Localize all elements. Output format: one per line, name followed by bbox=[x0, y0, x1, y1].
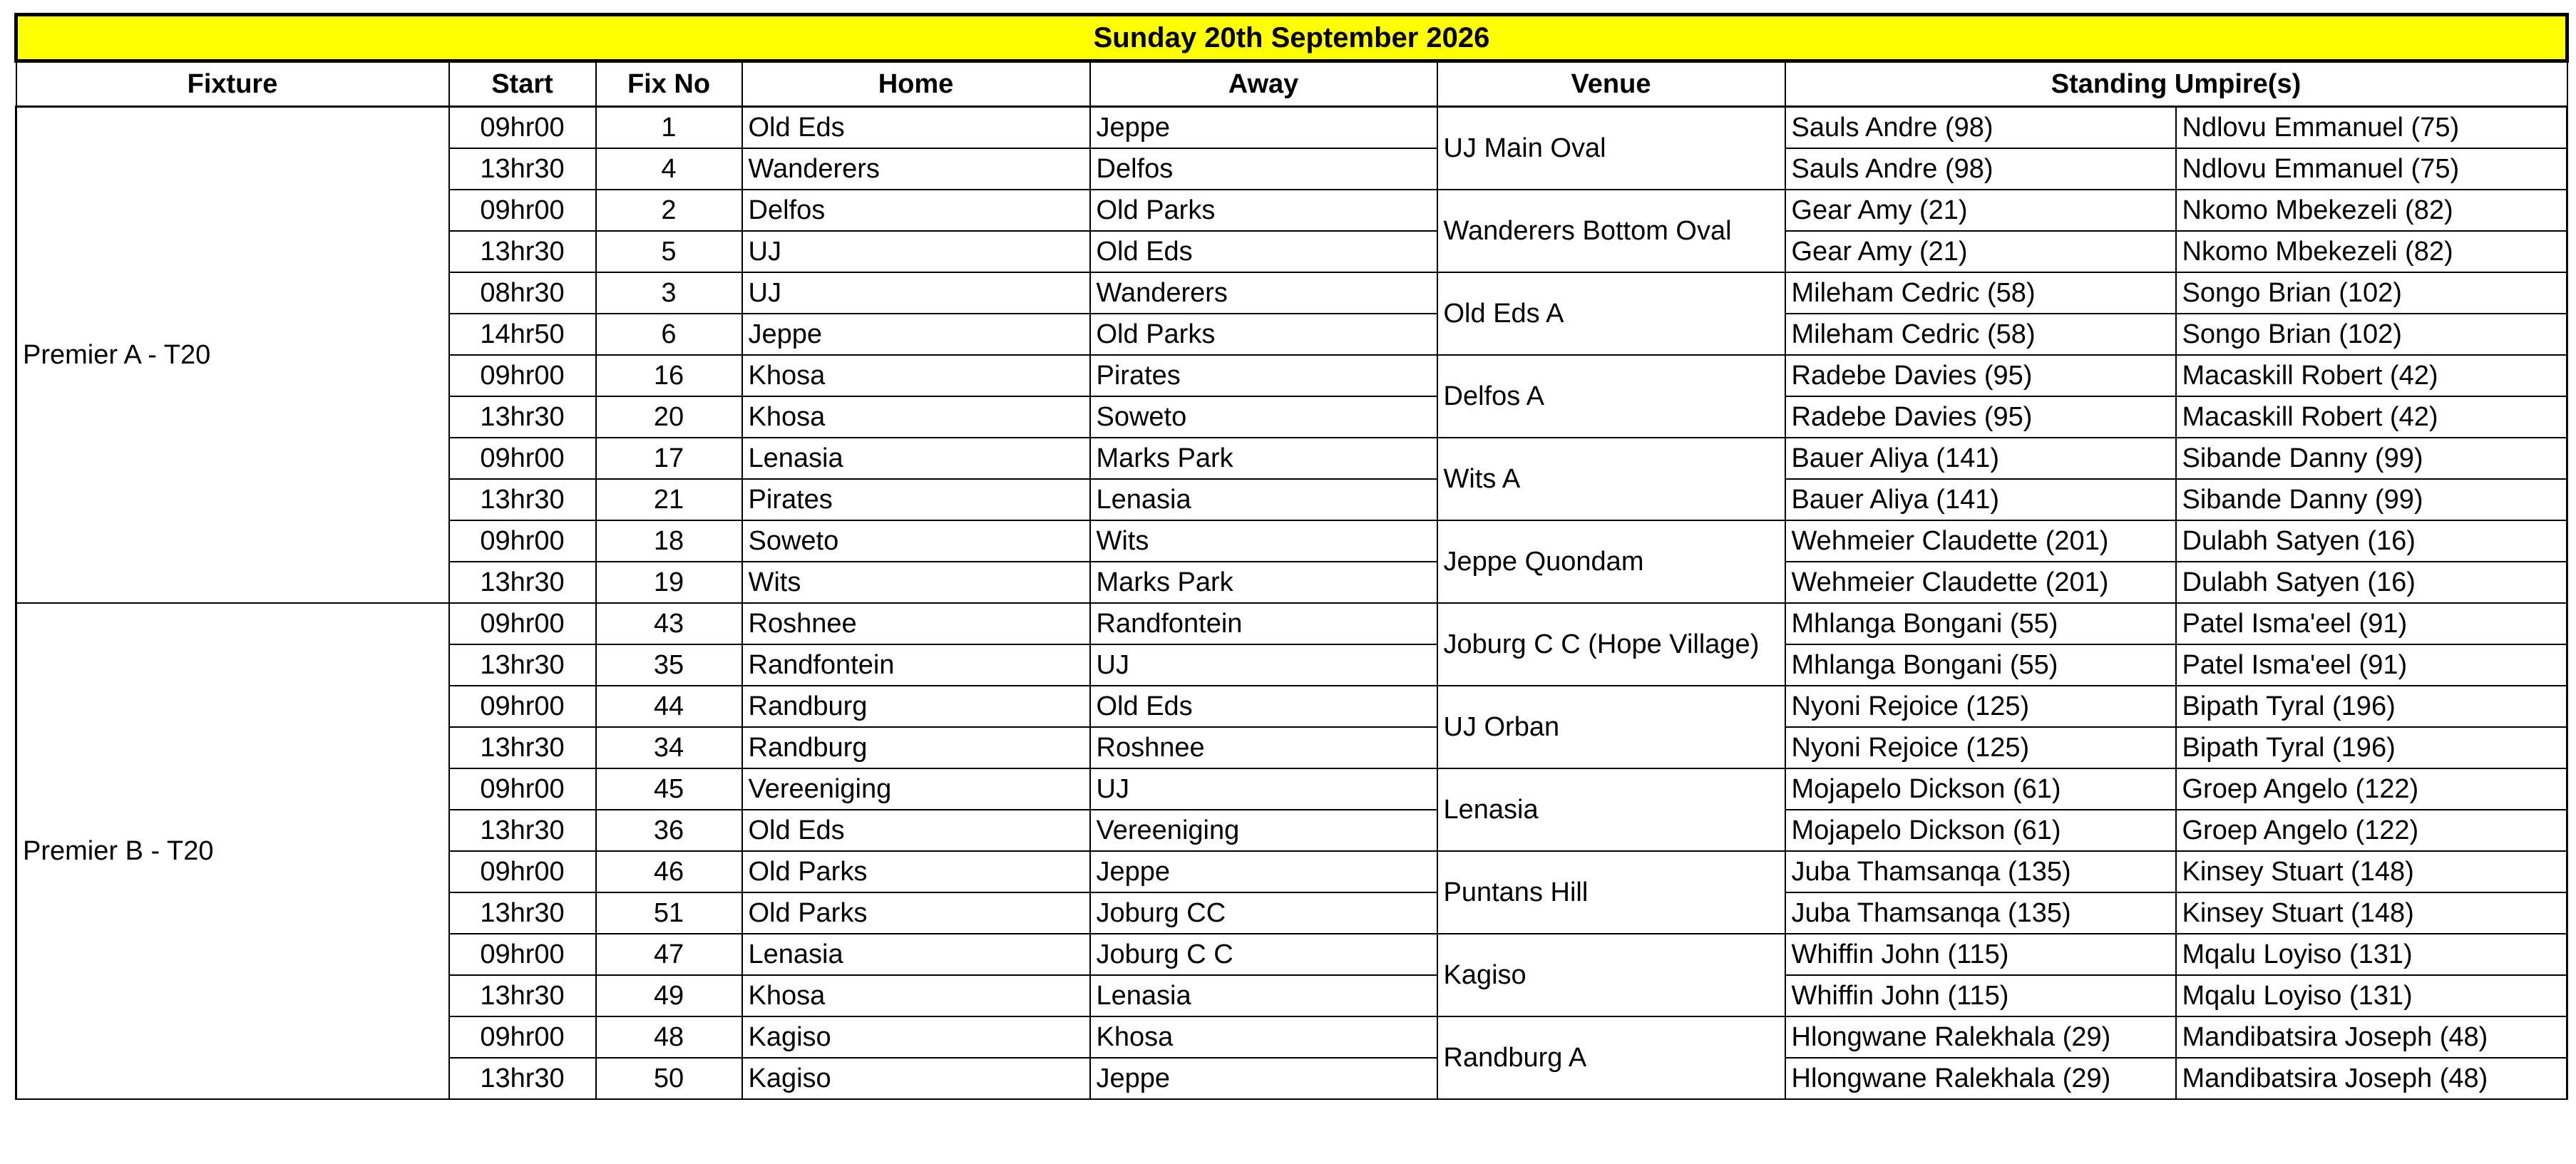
home-team: Vereeniging bbox=[742, 768, 1090, 810]
start-time: 09hr00 bbox=[449, 603, 596, 644]
fix-no: 6 bbox=[596, 314, 742, 355]
umpire-one: Radebe Davies (95) bbox=[1785, 355, 2176, 396]
fix-no: 3 bbox=[596, 272, 742, 314]
umpire-one: Sauls Andre (98) bbox=[1785, 107, 2176, 149]
start-time: 13hr30 bbox=[449, 231, 596, 272]
away-team: Joburg CC bbox=[1090, 892, 1437, 934]
home-team: Randburg bbox=[742, 686, 1090, 727]
umpire-two: Mqalu Loyiso (131) bbox=[2176, 934, 2567, 975]
venue-name: Kagiso bbox=[1437, 934, 1785, 1016]
start-time: 09hr00 bbox=[449, 438, 596, 479]
umpire-two: Nkomo Mbekezeli (82) bbox=[2176, 190, 2567, 231]
away-team: Old Eds bbox=[1090, 686, 1437, 727]
fix-no: 20 bbox=[596, 396, 742, 438]
umpire-two: Macaskill Robert (42) bbox=[2176, 355, 2567, 396]
home-team: Old Parks bbox=[742, 851, 1090, 892]
home-team: Kagiso bbox=[742, 1016, 1090, 1058]
away-team: Old Eds bbox=[1090, 231, 1437, 272]
start-time: 09hr00 bbox=[449, 768, 596, 810]
start-time: 13hr30 bbox=[449, 562, 596, 603]
venue-name: Jeppe Quondam bbox=[1437, 520, 1785, 603]
away-team: UJ bbox=[1090, 644, 1437, 686]
start-time: 09hr00 bbox=[449, 520, 596, 562]
away-team: Jeppe bbox=[1090, 851, 1437, 892]
umpire-one: Mhlanga Bongani (55) bbox=[1785, 644, 2176, 686]
umpire-one: Radebe Davies (95) bbox=[1785, 396, 2176, 438]
fix-no: 4 bbox=[596, 148, 742, 190]
header-fix-no: Fix No bbox=[596, 61, 742, 107]
away-team: Soweto bbox=[1090, 396, 1437, 438]
umpire-one: Bauer Aliya (141) bbox=[1785, 479, 2176, 520]
header-standing-umpires: Standing Umpire(s) bbox=[1785, 61, 2567, 107]
umpire-two: Songo Brian (102) bbox=[2176, 314, 2567, 355]
fix-no: 46 bbox=[596, 851, 742, 892]
umpire-one: Hlongwane Ralekhala (29) bbox=[1785, 1058, 2176, 1099]
home-team: Soweto bbox=[742, 520, 1090, 562]
fix-no: 1 bbox=[596, 107, 742, 149]
away-team: Pirates bbox=[1090, 355, 1437, 396]
venue-name: Old Eds A bbox=[1437, 272, 1785, 355]
umpire-two: Bipath Tyral (196) bbox=[2176, 686, 2567, 727]
home-team: Randburg bbox=[742, 727, 1090, 768]
away-team: Vereeniging bbox=[1090, 810, 1437, 851]
header-away: Away bbox=[1090, 61, 1437, 107]
fix-no: 17 bbox=[596, 438, 742, 479]
umpire-two: Sibande Danny (99) bbox=[2176, 479, 2567, 520]
fixtures-table bbox=[14, 13, 2569, 1100]
umpire-one: Juba Thamsanqa (135) bbox=[1785, 851, 2176, 892]
away-team: Khosa bbox=[1090, 1016, 1437, 1058]
fix-no: 43 bbox=[596, 603, 742, 644]
umpire-one: Hlongwane Ralekhala (29) bbox=[1785, 1016, 2176, 1058]
home-team: Lenasia bbox=[742, 934, 1090, 975]
umpire-one: Nyoni Rejoice (125) bbox=[1785, 727, 2176, 768]
umpire-two: Dulabh Satyen (16) bbox=[2176, 520, 2567, 562]
umpire-two: Groep Angelo (122) bbox=[2176, 810, 2567, 851]
home-team: Jeppe bbox=[742, 314, 1090, 355]
start-time: 13hr30 bbox=[449, 892, 596, 934]
fix-no: 21 bbox=[596, 479, 742, 520]
umpire-one: Bauer Aliya (141) bbox=[1785, 438, 2176, 479]
venue-name: UJ Main Oval bbox=[1437, 107, 1785, 190]
start-time: 13hr30 bbox=[449, 148, 596, 190]
umpire-two: Sibande Danny (99) bbox=[2176, 438, 2567, 479]
umpire-two: Groep Angelo (122) bbox=[2176, 768, 2567, 810]
start-time: 09hr00 bbox=[449, 355, 596, 396]
umpire-one: Gear Amy (21) bbox=[1785, 190, 2176, 231]
table-row bbox=[16, 603, 2567, 644]
home-team: Old Parks bbox=[742, 892, 1090, 934]
home-team: Old Eds bbox=[742, 810, 1090, 851]
header-home: Home bbox=[742, 61, 1090, 107]
header-start: Start bbox=[449, 61, 596, 107]
away-team: Wanderers bbox=[1090, 272, 1437, 314]
start-time: 09hr00 bbox=[449, 1016, 596, 1058]
away-team: Old Parks bbox=[1090, 314, 1437, 355]
umpire-two: Mandibatsira Joseph (48) bbox=[2176, 1016, 2567, 1058]
start-time: 09hr00 bbox=[449, 190, 596, 231]
venue-name: Delfos A bbox=[1437, 355, 1785, 438]
umpire-two: Bipath Tyral (196) bbox=[2176, 727, 2567, 768]
away-team: Delfos bbox=[1090, 148, 1437, 190]
venue-name: Puntans Hill bbox=[1437, 851, 1785, 934]
away-team: Roshnee bbox=[1090, 727, 1437, 768]
start-time: 13hr30 bbox=[449, 396, 596, 438]
umpire-two: Macaskill Robert (42) bbox=[2176, 396, 2567, 438]
umpire-two: Mandibatsira Joseph (48) bbox=[2176, 1058, 2567, 1099]
fixture-name: Premier A - T20 bbox=[16, 107, 449, 604]
home-team: Pirates bbox=[742, 479, 1090, 520]
umpire-one: Wehmeier Claudette (201) bbox=[1785, 562, 2176, 603]
umpire-one: Mojapelo Dickson (61) bbox=[1785, 768, 2176, 810]
umpire-one: Sauls Andre (98) bbox=[1785, 148, 2176, 190]
home-team: Wanderers bbox=[742, 148, 1090, 190]
home-team: Khosa bbox=[742, 975, 1090, 1016]
home-team: Delfos bbox=[742, 190, 1090, 231]
fix-no: 45 bbox=[596, 768, 742, 810]
home-team: Roshnee bbox=[742, 603, 1090, 644]
fix-no: 2 bbox=[596, 190, 742, 231]
umpire-one: Wehmeier Claudette (201) bbox=[1785, 520, 2176, 562]
umpire-one: Mileham Cedric (58) bbox=[1785, 314, 2176, 355]
fix-no: 44 bbox=[596, 686, 742, 727]
umpire-two: Kinsey Stuart (148) bbox=[2176, 892, 2567, 934]
fix-no: 50 bbox=[596, 1058, 742, 1099]
umpire-one: Whiffin John (115) bbox=[1785, 975, 2176, 1016]
fix-no: 16 bbox=[596, 355, 742, 396]
fix-no: 47 bbox=[596, 934, 742, 975]
fixtures-body bbox=[16, 107, 2567, 1100]
header-venue: Venue bbox=[1437, 61, 1785, 107]
home-team: Old Eds bbox=[742, 107, 1090, 149]
start-time: 13hr30 bbox=[449, 479, 596, 520]
header-fixture: Fixture bbox=[16, 61, 449, 107]
umpire-two: Patel Isma'eel (91) bbox=[2176, 644, 2567, 686]
fix-no: 34 bbox=[596, 727, 742, 768]
start-time: 13hr30 bbox=[449, 727, 596, 768]
umpire-one: Gear Amy (21) bbox=[1785, 231, 2176, 272]
start-time: 13hr30 bbox=[449, 810, 596, 851]
fix-no: 19 bbox=[596, 562, 742, 603]
fix-no: 51 bbox=[596, 892, 742, 934]
start-time: 13hr30 bbox=[449, 644, 596, 686]
sheet-title: Sunday 20th September 2026 bbox=[16, 15, 2567, 61]
home-team: Lenasia bbox=[742, 438, 1090, 479]
home-team: Khosa bbox=[742, 396, 1090, 438]
away-team: Randfontein bbox=[1090, 603, 1437, 644]
umpire-two: Patel Isma'eel (91) bbox=[2176, 603, 2567, 644]
fixture-name: Premier B - T20 bbox=[16, 603, 449, 1099]
fix-no: 5 bbox=[596, 231, 742, 272]
venue-name: Joburg C C (Hope Village) bbox=[1437, 603, 1785, 686]
home-team: UJ bbox=[742, 231, 1090, 272]
start-time: 09hr00 bbox=[449, 934, 596, 975]
away-team: Wits bbox=[1090, 520, 1437, 562]
away-team: Joburg C C bbox=[1090, 934, 1437, 975]
venue-name: Randburg A bbox=[1437, 1016, 1785, 1099]
away-team: Lenasia bbox=[1090, 975, 1437, 1016]
umpire-one: Nyoni Rejoice (125) bbox=[1785, 686, 2176, 727]
umpire-two: Mqalu Loyiso (131) bbox=[2176, 975, 2567, 1016]
away-team: Marks Park bbox=[1090, 438, 1437, 479]
away-team: Marks Park bbox=[1090, 562, 1437, 603]
table-row bbox=[16, 107, 2567, 149]
venue-name: Wanderers Bottom Oval bbox=[1437, 190, 1785, 272]
start-time: 13hr30 bbox=[449, 975, 596, 1016]
umpire-two: Nkomo Mbekezeli (82) bbox=[2176, 231, 2567, 272]
umpire-two: Dulabh Satyen (16) bbox=[2176, 562, 2567, 603]
fix-no: 18 bbox=[596, 520, 742, 562]
venue-name: UJ Orban bbox=[1437, 686, 1785, 768]
umpire-one: Mhlanga Bongani (55) bbox=[1785, 603, 2176, 644]
away-team: Lenasia bbox=[1090, 479, 1437, 520]
home-team: Kagiso bbox=[742, 1058, 1090, 1099]
fix-no: 36 bbox=[596, 810, 742, 851]
fix-no: 49 bbox=[596, 975, 742, 1016]
away-team: Jeppe bbox=[1090, 1058, 1437, 1099]
home-team: Wits bbox=[742, 562, 1090, 603]
umpire-two: Ndlovu Emmanuel (75) bbox=[2176, 148, 2567, 190]
umpire-one: Mojapelo Dickson (61) bbox=[1785, 810, 2176, 851]
venue-name: Wits A bbox=[1437, 438, 1785, 520]
start-time: 09hr00 bbox=[449, 851, 596, 892]
fix-no: 35 bbox=[596, 644, 742, 686]
away-team: UJ bbox=[1090, 768, 1437, 810]
start-time: 08hr30 bbox=[449, 272, 596, 314]
start-time: 13hr30 bbox=[449, 1058, 596, 1099]
umpire-two: Kinsey Stuart (148) bbox=[2176, 851, 2567, 892]
away-team: Jeppe bbox=[1090, 107, 1437, 149]
umpire-one: Juba Thamsanqa (135) bbox=[1785, 892, 2176, 934]
umpire-one: Mileham Cedric (58) bbox=[1785, 272, 2176, 314]
venue-name: Lenasia bbox=[1437, 768, 1785, 851]
home-team: Khosa bbox=[742, 355, 1090, 396]
fix-no: 48 bbox=[596, 1016, 742, 1058]
home-team: UJ bbox=[742, 272, 1090, 314]
start-time: 09hr00 bbox=[449, 686, 596, 727]
umpire-two: Songo Brian (102) bbox=[2176, 272, 2567, 314]
umpire-two: Ndlovu Emmanuel (75) bbox=[2176, 107, 2567, 149]
start-time: 14hr50 bbox=[449, 314, 596, 355]
umpire-one: Whiffin John (115) bbox=[1785, 934, 2176, 975]
away-team: Old Parks bbox=[1090, 190, 1437, 231]
home-team: Randfontein bbox=[742, 644, 1090, 686]
start-time: 09hr00 bbox=[449, 107, 596, 149]
